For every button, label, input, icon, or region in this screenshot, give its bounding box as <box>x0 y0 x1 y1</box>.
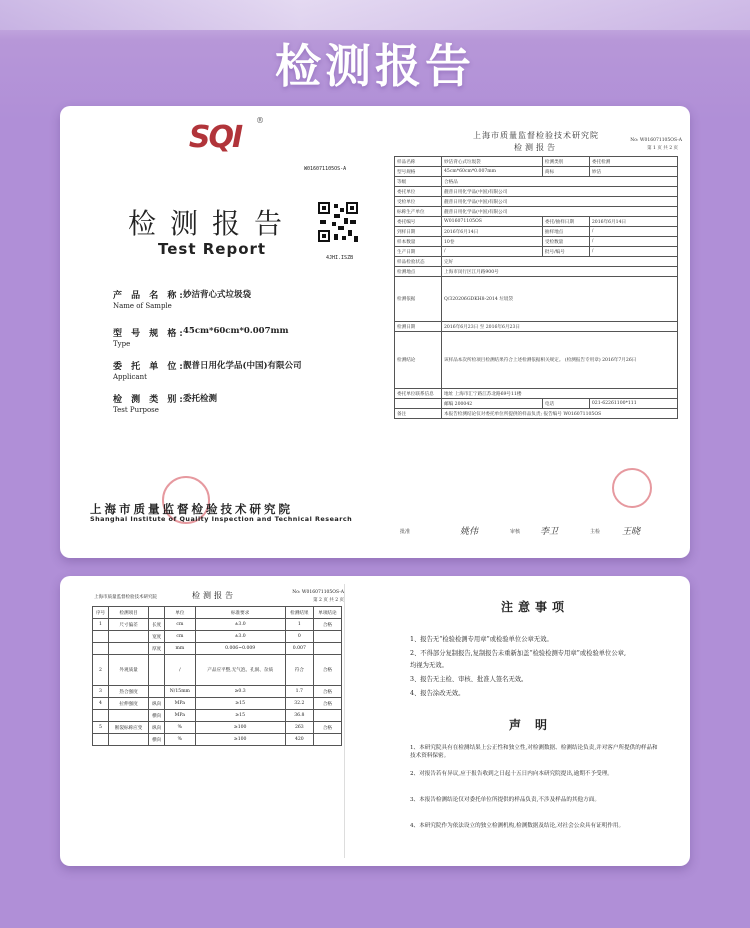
results-header-cell: 检测结果 <box>285 607 313 619</box>
detail-row <box>395 187 678 197</box>
results-cell: 外观质量 <box>109 655 149 686</box>
results-header-cell: 单项结论 <box>313 607 341 619</box>
detail-row <box>395 322 678 332</box>
detail-cell: 该样品本次所检项目检测结果符合上述检测依据相关规定。 (检测报告专用章) 2016年7月26日 <box>442 332 678 389</box>
detail-row <box>395 177 678 187</box>
results-cell: 符合 <box>285 655 313 686</box>
results-header-cell: 单位 <box>165 607 195 619</box>
detail-row <box>395 399 678 409</box>
detail-cell: 本报告检测结论仅对委托单位所提供的样品负责; 报告编号 W016071105OS <box>442 409 678 419</box>
detail-cell: 靓普日用化学品(中国)有限公司 <box>442 187 678 197</box>
detail-cell: 商标 <box>542 167 589 177</box>
report-card-secondary <box>60 576 690 866</box>
results-cell: 热合强度 <box>109 686 149 698</box>
detail-cell: W016071105OS <box>442 217 543 227</box>
detail-table <box>394 156 678 419</box>
sig-label-review: 审核 <box>510 529 521 535</box>
results-cell <box>93 631 109 643</box>
results-cell: 横向 <box>149 734 165 746</box>
sig-label-inspect: 主检 <box>590 529 601 535</box>
notice-item: 4、报告涂改无效。 <box>410 690 465 697</box>
detail-cell: / <box>589 247 677 257</box>
detail-cell: 妙洁背心式垃圾袋 <box>442 157 543 167</box>
results-cell: % <box>165 722 195 734</box>
declaration-item: 2、对报告若有异议,应于报告收到之日起十五日内向本研究院提出,逾期不予受理。 <box>410 771 613 777</box>
results-cell: ±3.0 <box>195 631 285 643</box>
report-card-main <box>60 106 690 558</box>
detail-cell: 邮编 200042 <box>442 399 543 409</box>
registered-mark: ® <box>256 116 264 125</box>
results-cell <box>109 734 149 746</box>
cover-subtitle: Test Report <box>158 240 267 258</box>
detail-row <box>395 277 678 322</box>
results-row <box>93 686 342 698</box>
results-cell: 产品应平整,无气泡、孔洞、杂质 <box>195 655 285 686</box>
results-report-number: No: W016071105OS-A <box>292 590 344 595</box>
detail-cell: 样品检验状态 <box>395 257 442 267</box>
results-row <box>93 643 342 655</box>
results-cell: cm <box>165 631 195 643</box>
detail-row <box>395 197 678 207</box>
detail-row <box>395 217 678 227</box>
institute-name-en: Shanghai Institute of Quality Inspection and Technical Research <box>90 515 353 523</box>
results-header-cell <box>149 607 165 619</box>
results-cell: 宽度 <box>149 631 165 643</box>
results-header-cell: 标准要求 <box>195 607 285 619</box>
results-cell: 5 <box>93 722 109 734</box>
results-page <box>84 584 345 858</box>
results-cell: ≥100 <box>195 722 285 734</box>
detail-cell: 检测结论 <box>395 332 442 389</box>
results-cell: 32.2 <box>285 698 313 710</box>
declaration-item: 4、本研究院作为依法设立的独立检测机构,检测数据及结论,对社会公众具有证明作用。 <box>410 823 625 829</box>
results-cell <box>93 734 109 746</box>
results-row <box>93 710 342 722</box>
sqi-logo: SQI <box>188 120 242 155</box>
detail-cell: 等级 <box>395 177 442 187</box>
results-cell: / <box>165 655 195 686</box>
detail-row <box>395 257 678 267</box>
declaration-item: 1、本研究院具有在检测结果上公正性和独立性,对检测数据、检测结论负责,并对客户所提供的样品和技术资料保密。 <box>410 745 658 759</box>
report-detail-page <box>390 116 682 548</box>
signature-inspect: 王晓 <box>622 527 641 537</box>
results-cell: 2 <box>93 655 109 686</box>
field-applicant: 委 托 单 位: Applicant 靓普日用化学品(中国)有限公司 <box>113 361 302 381</box>
detail-cell: 标称生产单位 <box>395 207 442 217</box>
report-cover <box>70 116 360 548</box>
detail-cell: 委托检测 <box>589 157 677 167</box>
detail-cell: 靓普日用化学品(中国)有限公司 <box>442 197 678 207</box>
detail-cell: 2016年6月14日 <box>442 227 543 237</box>
sig-label-approve: 批准 <box>400 529 411 535</box>
results-cell: 合格 <box>313 686 341 698</box>
results-page-number: 第 2 页 共 2 页 <box>313 598 344 603</box>
declaration-item: 3、本报告检测结论仅对委托单位所提供的样品负责,不涉及样品的其他方面。 <box>410 797 600 803</box>
notice-item: 2、不得部分复制报告,复制报告未重新加盖“检验检测专用章”或检验单位公章, <box>410 650 626 657</box>
results-cell: cm <box>165 619 195 631</box>
detail-row <box>395 227 678 237</box>
detail-cell: / <box>589 237 677 247</box>
institute-name-cn: 上海市质量监督检验技术研究院 <box>90 502 293 516</box>
results-cell: 263 <box>285 722 313 734</box>
results-cell: 3 <box>93 686 109 698</box>
results-row <box>93 631 342 643</box>
results-cell: 合格 <box>313 655 341 686</box>
results-cell <box>149 686 165 698</box>
detail-cell: Q/320206GDKH8-2014 垃圾袋 <box>442 277 678 322</box>
results-cell: ≥100 <box>195 734 285 746</box>
results-cell: 合格 <box>313 722 341 734</box>
detail-cell: 检测类别 <box>542 157 589 167</box>
results-cell: MPa <box>165 710 195 722</box>
detail-cell: 样品名称 <box>395 157 442 167</box>
detail-row <box>395 207 678 217</box>
detail-cell: 到样日期 <box>395 227 442 237</box>
detail-row <box>395 267 678 277</box>
detail-cell: 合格品 <box>442 177 678 187</box>
results-cell <box>313 631 341 643</box>
results-row <box>93 722 342 734</box>
results-cell <box>313 710 341 722</box>
results-cell: 0 <box>285 631 313 643</box>
detail-row <box>395 409 678 419</box>
detail-header-title: 检测报告 <box>514 143 558 152</box>
results-cell <box>93 643 109 655</box>
top-decoration <box>0 0 750 30</box>
results-cell: ≥0.3 <box>195 686 285 698</box>
detail-cell: 2016年6月14日 <box>589 217 677 227</box>
detail-row <box>395 389 678 399</box>
results-cell: 长度 <box>149 619 165 631</box>
detail-cell: 受检数量 <box>542 237 589 247</box>
results-cell: 420 <box>285 734 313 746</box>
results-cell: 1 <box>93 619 109 631</box>
results-cell: 纵向 <box>149 698 165 710</box>
detail-report-number: No: W016071105OS-A <box>630 138 682 143</box>
results-cell: ≥15 <box>195 698 285 710</box>
detail-cell: 抽样地点 <box>542 227 589 237</box>
results-cell: 0.006~0.009 <box>195 643 285 655</box>
results-cell: % <box>165 734 195 746</box>
results-cell <box>109 710 149 722</box>
detail-cell <box>395 399 442 409</box>
detail-cell: 备注 <box>395 409 442 419</box>
results-cell: 1.7 <box>285 686 313 698</box>
results-cell <box>93 710 109 722</box>
detail-cell: 靓普日用化学品(中国)有限公司 <box>442 207 678 217</box>
results-cell: 横向 <box>149 710 165 722</box>
detail-cell: 型号规格 <box>395 167 442 177</box>
detail-cell: 上海市闵行区江月路900号 <box>442 267 678 277</box>
results-cell: 4 <box>93 698 109 710</box>
notice-item: 均视为无效。 <box>410 662 448 669</box>
detail-cell: 生产日期 <box>395 247 442 257</box>
results-cell <box>313 734 341 746</box>
results-cell: mm <box>165 643 195 655</box>
qr-code-number: 4JHI.ISZB <box>326 255 354 261</box>
results-cell: ≥15 <box>195 710 285 722</box>
detail-row <box>395 332 678 389</box>
results-cell: 尺寸偏差 <box>109 619 149 631</box>
notice-title: 注意事项 <box>500 600 569 614</box>
results-cell: 合格 <box>313 619 341 631</box>
results-cell: 36.8 <box>285 710 313 722</box>
detail-cell: 检测地点 <box>395 267 442 277</box>
detail-row <box>395 157 678 167</box>
results-row <box>93 619 342 631</box>
notice-page <box>390 584 680 858</box>
qr-code-icon <box>318 202 358 242</box>
detail-cell: 受检单位 <box>395 197 442 207</box>
detail-cell: / <box>442 247 543 257</box>
page-title: 检测报告 <box>275 39 475 93</box>
results-cell: 厚度 <box>149 643 165 655</box>
results-cell <box>313 643 341 655</box>
detail-cell: 样本数量 <box>395 237 442 247</box>
detail-cell: / <box>589 227 677 237</box>
detail-cell: 021-62261100*111 <box>589 399 677 409</box>
results-cell <box>109 643 149 655</box>
red-seal-stamp-2 <box>612 468 652 508</box>
detail-page-number: 第 1 页 共 2 页 <box>647 146 678 151</box>
detail-cell: 委托单位 <box>395 187 442 197</box>
results-cell <box>109 631 149 643</box>
declaration-title: 声明 <box>508 718 561 732</box>
results-cell: 合格 <box>313 698 341 710</box>
detail-row <box>395 247 678 257</box>
signature-review: 李卫 <box>540 527 559 537</box>
detail-cell: 电话 <box>542 399 589 409</box>
cover-title: 检测报告 <box>128 207 297 240</box>
results-table <box>92 606 342 746</box>
detail-cell: 完好 <box>442 257 678 267</box>
detail-cell: 地址 上海市汇宁路江苏北路69号11楼 <box>442 389 678 399</box>
field-test-purpose: 检 测 类 别: Test Purpose 委托检测 <box>113 394 218 414</box>
results-cell: N/15mm <box>165 686 195 698</box>
notice-item: 1、报告无“检验检测专用章”或检验单位公章无效。 <box>410 636 553 643</box>
detail-cell: 检测依据 <box>395 277 442 322</box>
results-cell: MPa <box>165 698 195 710</box>
detail-cell: 检测日期 <box>395 322 442 332</box>
field-sample-name: 产 品 名 称: Name of Sample 妙洁背心式垃圾袋 <box>113 290 252 310</box>
notice-item: 3、报告无主检、审核、批准人签名无效。 <box>410 676 528 683</box>
detail-cell: 委托/抽样日期 <box>542 217 589 227</box>
detail-row <box>395 237 678 247</box>
detail-cell: 委托单位联系信息 <box>395 389 442 399</box>
results-cell: 纵向 <box>149 722 165 734</box>
results-row <box>93 734 342 746</box>
detail-cell: 2016年6月23日 至 2016年6月23日 <box>442 322 678 332</box>
detail-cell: 妙洁 <box>589 167 677 177</box>
cover-report-number: W016071105OS-A <box>304 166 347 172</box>
results-cell: 断裂标称应变 <box>109 722 149 734</box>
detail-cell: 委托编号 <box>395 217 442 227</box>
detail-cell: 45cm*60cm*0.007mm <box>442 167 543 177</box>
results-institute: 上海市质量监督检验技术研究院 <box>94 595 157 600</box>
detail-row <box>395 167 678 177</box>
results-cell: 1 <box>285 619 313 631</box>
results-title: 检测报告 <box>192 591 236 600</box>
detail-header-institute: 上海市质量监督检验技术研究院 <box>473 131 599 140</box>
results-cell <box>149 655 165 686</box>
results-cell: 拉伸强度 <box>109 698 149 710</box>
detail-cell: 10卷 <box>442 237 543 247</box>
results-cell: ±3.0 <box>195 619 285 631</box>
results-header-cell: 序号 <box>93 607 109 619</box>
results-header-cell: 检测项目 <box>109 607 149 619</box>
field-type: 型 号 规 格: Type 45cm*60cm*0.007mm <box>113 326 289 348</box>
results-row <box>93 698 342 710</box>
results-cell: 0.007 <box>285 643 313 655</box>
results-row <box>93 655 342 686</box>
signature-approve: 姚伟 <box>460 527 479 537</box>
detail-cell: 批号/编号 <box>542 247 589 257</box>
